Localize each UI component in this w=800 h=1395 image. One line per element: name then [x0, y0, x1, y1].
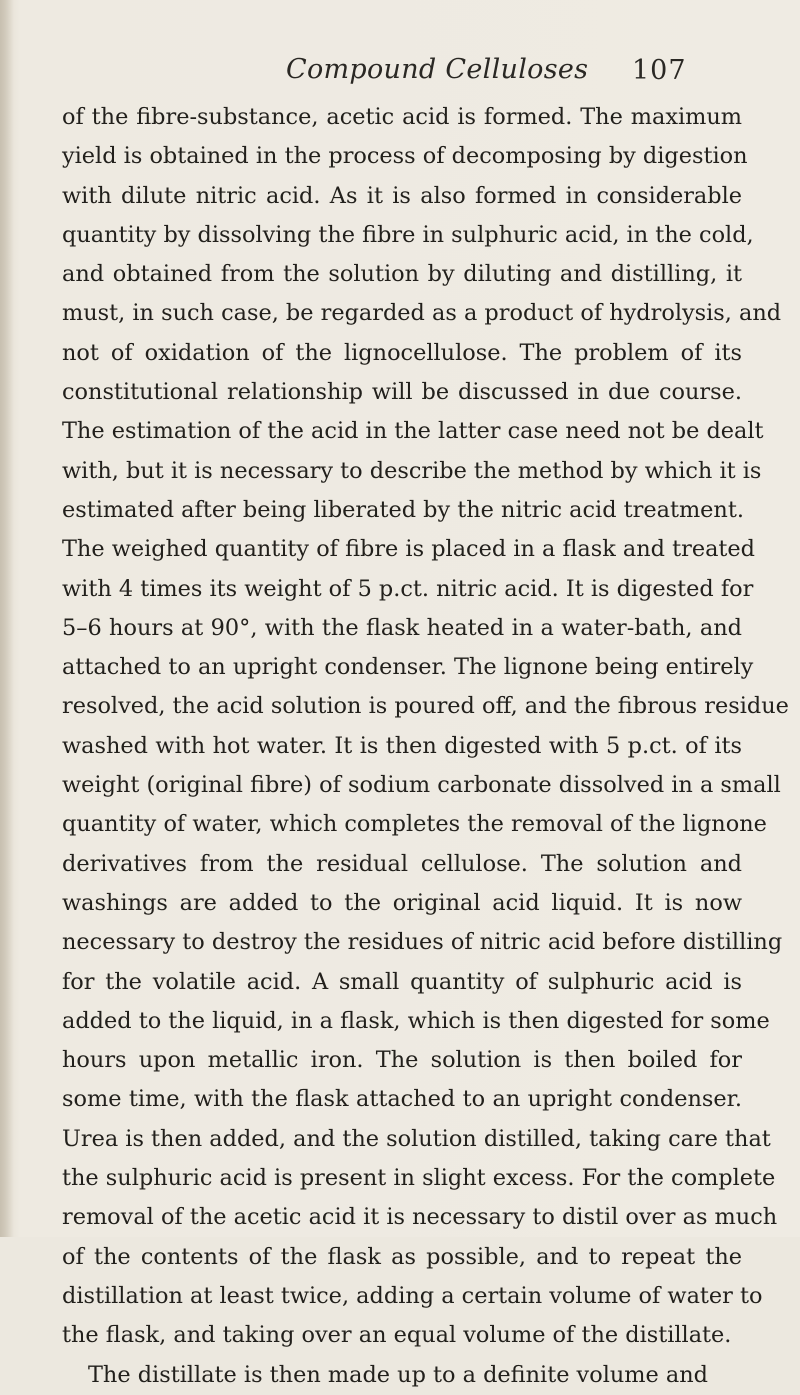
- text-line: necessary to destroy the residues of nitric acid before distilling: [62, 929, 783, 956]
- text-line: attached to an upright condenser. The lignone being entirely: [62, 654, 754, 681]
- text-line: quantity by dissolving the fibre in sulphuric acid, in the cold,: [62, 221, 754, 248]
- text-line: the flask, and taking over an equal volume of the distillate.: [62, 1322, 732, 1349]
- text-line: added to the liquid, in a flask, which is then digested for some: [62, 1007, 770, 1034]
- text-line: 5–6 hours at 90°, with the flask heated in a water-bath, and: [62, 614, 742, 641]
- text-line: must, in such case, be regarded as a product of hydrolysis, and: [62, 300, 782, 327]
- page-gutter-shadow: [0, 0, 14, 1237]
- text-line: constitutional relationship will be discussed in due course.: [62, 379, 742, 406]
- text-line: resolved, the acid solution is poured off, and the fibrous residue: [62, 693, 789, 720]
- text-line: some time, with the flask attached to an upright condenser.: [62, 1086, 742, 1113]
- text-line: derivatives from the residual cellulose. The solution and: [62, 850, 742, 877]
- text-line: not of oxidation of the lignocellulose. The problem of its: [62, 339, 742, 366]
- text-line: Urea is then added, and the solution distilled, taking care that: [62, 1125, 771, 1152]
- text-line: washings are added to the original acid liquid. It is now: [62, 889, 742, 916]
- text-line: with dilute nitric acid. As it is also formed in considerable: [62, 182, 742, 209]
- text-line: estimated after being liberated by the nitric acid treatment.: [62, 496, 744, 523]
- text-line: yield is obtained in the process of decomposing by digestion: [62, 143, 748, 170]
- running-title: Compound Celluloses: [286, 54, 589, 85]
- text-line: with, but it is necessary to describe the method by which it is: [62, 457, 762, 484]
- text-line: the sulphuric acid is present in slight excess. For the complete: [62, 1165, 776, 1192]
- text-line: removal of the acetic acid it is necessary to distil over as much: [62, 1204, 778, 1231]
- text-line: hours upon metallic iron. The solution is then boiled for: [62, 1047, 742, 1074]
- running-header: [0, 54, 800, 94]
- text-line: for the volatile acid. A small quantity of sulphuric acid is: [62, 968, 742, 995]
- body-text: [62, 98, 789, 1395]
- text-line: with 4 times its weight of 5 p.ct. nitric acid. It is digested for: [62, 575, 754, 602]
- text-line: The weighed quantity of fibre is placed in a flask and treated: [62, 536, 756, 563]
- text-line: The estimation of the acid in the latter case need not be dealt: [62, 418, 764, 445]
- text-line: The distillate is then made up to a definite volume and: [88, 1361, 708, 1388]
- text-line: of the fibre-substance, acetic acid is formed. The maximum: [62, 104, 742, 130]
- page-number: 107: [632, 55, 687, 86]
- text-line: weight (original fibre) of sodium carbonate dissolved in a small: [62, 772, 781, 799]
- text-line: distillation at least twice, adding a certain volume of water to: [62, 1282, 763, 1309]
- text-line: quantity of water, which completes the removal of the lignone: [62, 811, 767, 838]
- text-line: washed with hot water. It is then digested with 5 p.ct. of its: [62, 732, 742, 759]
- text-line: and obtained from the solution by diluting and distilling, it: [62, 261, 742, 288]
- text-line: of the contents of the flask as possible, and to repeat the: [62, 1243, 742, 1270]
